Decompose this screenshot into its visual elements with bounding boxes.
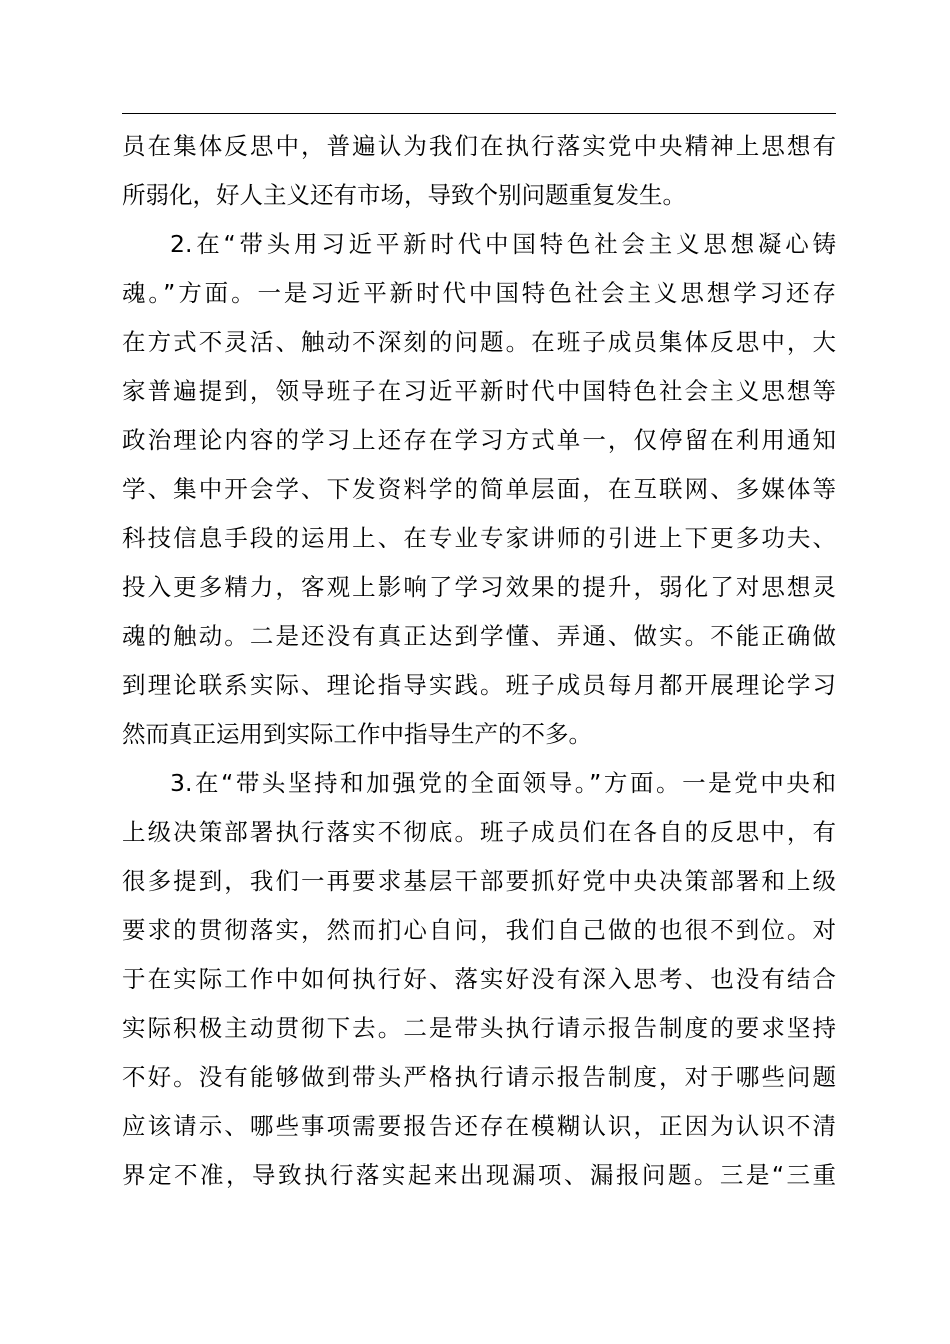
text-line: 要求的贯彻落实，然而扪心自问，我们自己做的也很不到位。对 (122, 916, 836, 944)
text-line: 在方式不灵活、触动不深刻的问题。在班子成员集体反思中，大 (122, 328, 836, 356)
text-line: 家普遍提到，领导班子在习近平新时代中国特色社会主义思想等 (122, 377, 836, 405)
text-line: 然而真正运用到实际工作中指导生产的不多。 (122, 720, 592, 748)
paragraph-first-line: 2.在“带头用习近平新时代中国特色社会主义思想凝心铸 (170, 230, 836, 258)
text-line: 实际积极主动贯彻下去。二是带头执行请示报告制度的要求坚持 (122, 1014, 836, 1042)
text-line: 所弱化，好人主义还有市场，导致个别问题重复发生。 (122, 181, 686, 209)
text-line: 应该请示、哪些事项需要报告还存在模糊认识，正因为认识不清 (122, 1112, 836, 1140)
paragraph-first-line: 3.在“带头坚持和加强党的全面领导。”方面。一是党中央和 (170, 769, 836, 797)
header-rule (122, 113, 836, 114)
text-line: 魂。”方面。一是习近平新时代中国特色社会主义思想学习还存 (122, 279, 836, 307)
text-line: 员在集体反思中，普遍认为我们在执行落实党中央精神上思想有 (122, 132, 836, 160)
text-line: 科技信息手段的运用上、在专业专家讲师的引进上下更多功夫、 (122, 524, 836, 552)
text-line: 于在实际工作中如何执行好、落实好没有深入思考、也没有结合 (122, 965, 836, 993)
text-line: 很多提到，我们一再要求基层干部要抓好党中央决策部署和上级 (122, 867, 836, 895)
text-line: 界定不准，导致执行落实起来出现漏项、漏报问题。三是“三重 (122, 1161, 836, 1189)
text-line: 政治理论内容的学习上还存在学习方式单一，仅停留在利用通知 (122, 426, 836, 454)
text-line: 魂的触动。二是还没有真正达到学懂、弄通、做实。不能正确做 (122, 622, 836, 650)
text-line: 投入更多精力，客观上影响了学习效果的提升，弱化了对思想灵 (122, 573, 836, 601)
text-line: 不好。没有能够做到带头严格执行请示报告制度，对于哪些问题 (122, 1063, 836, 1091)
text-line: 到理论联系实际、理论指导实践。班子成员每月都开展理论学习 (122, 671, 836, 699)
text-line: 上级决策部署执行落实不彻底。班子成员们在各自的反思中，有 (122, 818, 836, 846)
text-line: 学、集中开会学、下发资料学的简单层面，在互联网、多媒体等 (122, 475, 836, 503)
